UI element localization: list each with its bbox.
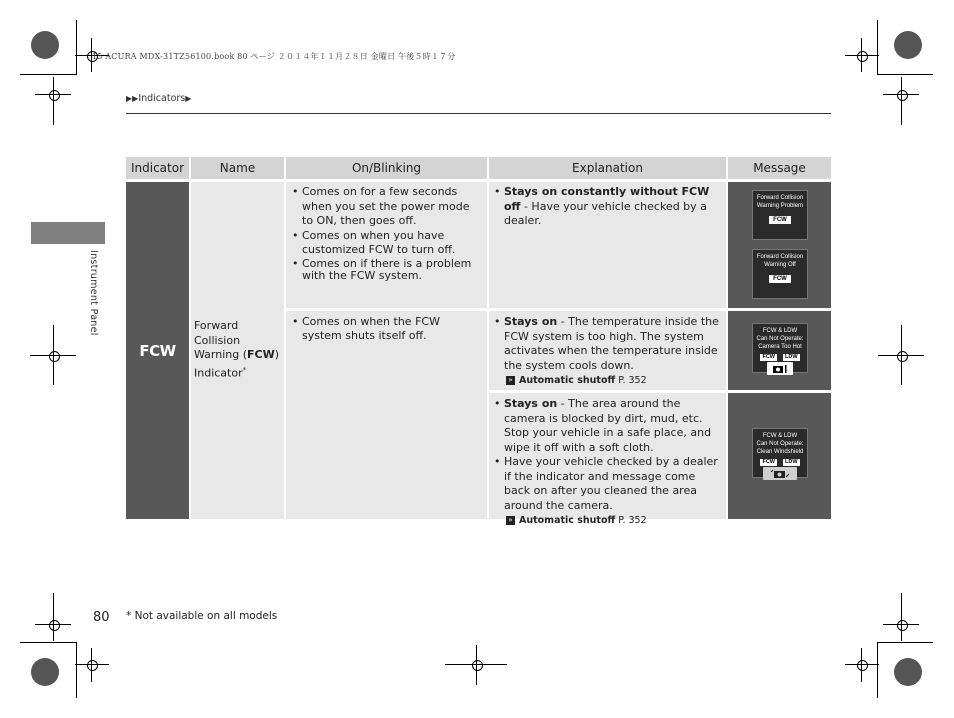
cross-reference[interactable]: » Automatic shutoff P. 352: [492, 514, 722, 529]
message-display-4: FCW & LDW Can Not Operate: Clean Windshield FCW LDW: [752, 428, 808, 478]
on-blinking-item: • Comes on if there is a problem with the FCW system.: [290, 258, 483, 282]
name-line: Warning (FCW): [194, 348, 280, 361]
message-cell-1: [728, 182, 831, 308]
breadcrumb-arrow-icon: ▶: [185, 94, 192, 103]
explanation-item: • Stays on constantly without FCW off - Have your vehicle checked by a dealer.: [492, 185, 722, 229]
message-display-2: Forward Collision Warning Off FCW: [752, 249, 808, 299]
header-rule: [126, 113, 831, 114]
header-message: Message: [728, 157, 831, 179]
explanation-item: • Have your vehicle checked by a dealer if the indicator and message come back on after you cleaned the area around the camera.: [492, 455, 722, 513]
explanation-cell-1: [489, 182, 726, 308]
message-display-1: Forward Collision Warning Problem FCW: [752, 190, 808, 240]
reference-arrow-icon: »: [506, 376, 515, 385]
reference-arrow-icon: »: [506, 516, 515, 525]
on-blinking-item: • Comes on when the FCW system shuts itself off.: [290, 315, 483, 342]
fcw-indicator-icon: FCW: [139, 341, 176, 360]
header-on-blinking: On/Blinking: [286, 157, 487, 179]
explanation-cell-3: [489, 393, 726, 526]
header-indicator: Indicator: [126, 157, 189, 179]
message-display-3: FCW & LDW Can Not Operate: Camera Too Hot FCW LDW: [752, 323, 808, 373]
printer-line: 15 ACURA MDX-31TZ56100.book 80 ページ ２０１４年１１月２８日 金曜日 午後５時１７分: [92, 52, 456, 61]
footnote: * Not available on all models: [126, 610, 278, 622]
camera-hot-icon: [767, 362, 793, 375]
header-explanation: Explanation: [489, 157, 726, 179]
message-cell-3: [728, 393, 831, 519]
breadcrumb: [126, 93, 191, 104]
on-blinking-item: • Comes on for a few seconds when you set the power mode to ON, then goes off.: [290, 185, 483, 229]
chapter-label: Instrument Panel: [88, 250, 99, 336]
chapter-tab: [31, 222, 105, 244]
on-blinking-cell-2: [286, 311, 487, 519]
name-line: Forward: [194, 319, 239, 332]
camera-dirty-icon: [763, 467, 797, 480]
cross-reference[interactable]: » Automatic shutoff P. 352: [492, 374, 722, 389]
page-number: 80: [93, 610, 110, 625]
explanation-item: • Stays on - The temperature inside the FCW system is too high. The system activates when the temperature inside the system cools down.: [492, 315, 722, 373]
name-line: Indicator*: [194, 365, 247, 380]
name-line: Collision: [194, 333, 241, 347]
message-cell-2: [728, 311, 831, 390]
breadcrumb-label: Indicators: [138, 93, 186, 104]
name-cell: [191, 182, 284, 519]
on-blinking-item: • Comes on when you have customized FCW to turn off.: [290, 229, 483, 258]
explanation-cell-2: [489, 311, 726, 390]
explanation-item: • Stays on - The area around the camera is blocked by dirt, mud, etc. Stop your vehicle in a safe place, and wipe it off with a soft cloth.: [492, 397, 722, 455]
breadcrumb-arrow-icon: ▶▶: [126, 94, 139, 103]
on-blinking-cell-1: [286, 182, 487, 308]
header-name: Name: [191, 157, 284, 179]
indicator-cell: [126, 182, 189, 519]
